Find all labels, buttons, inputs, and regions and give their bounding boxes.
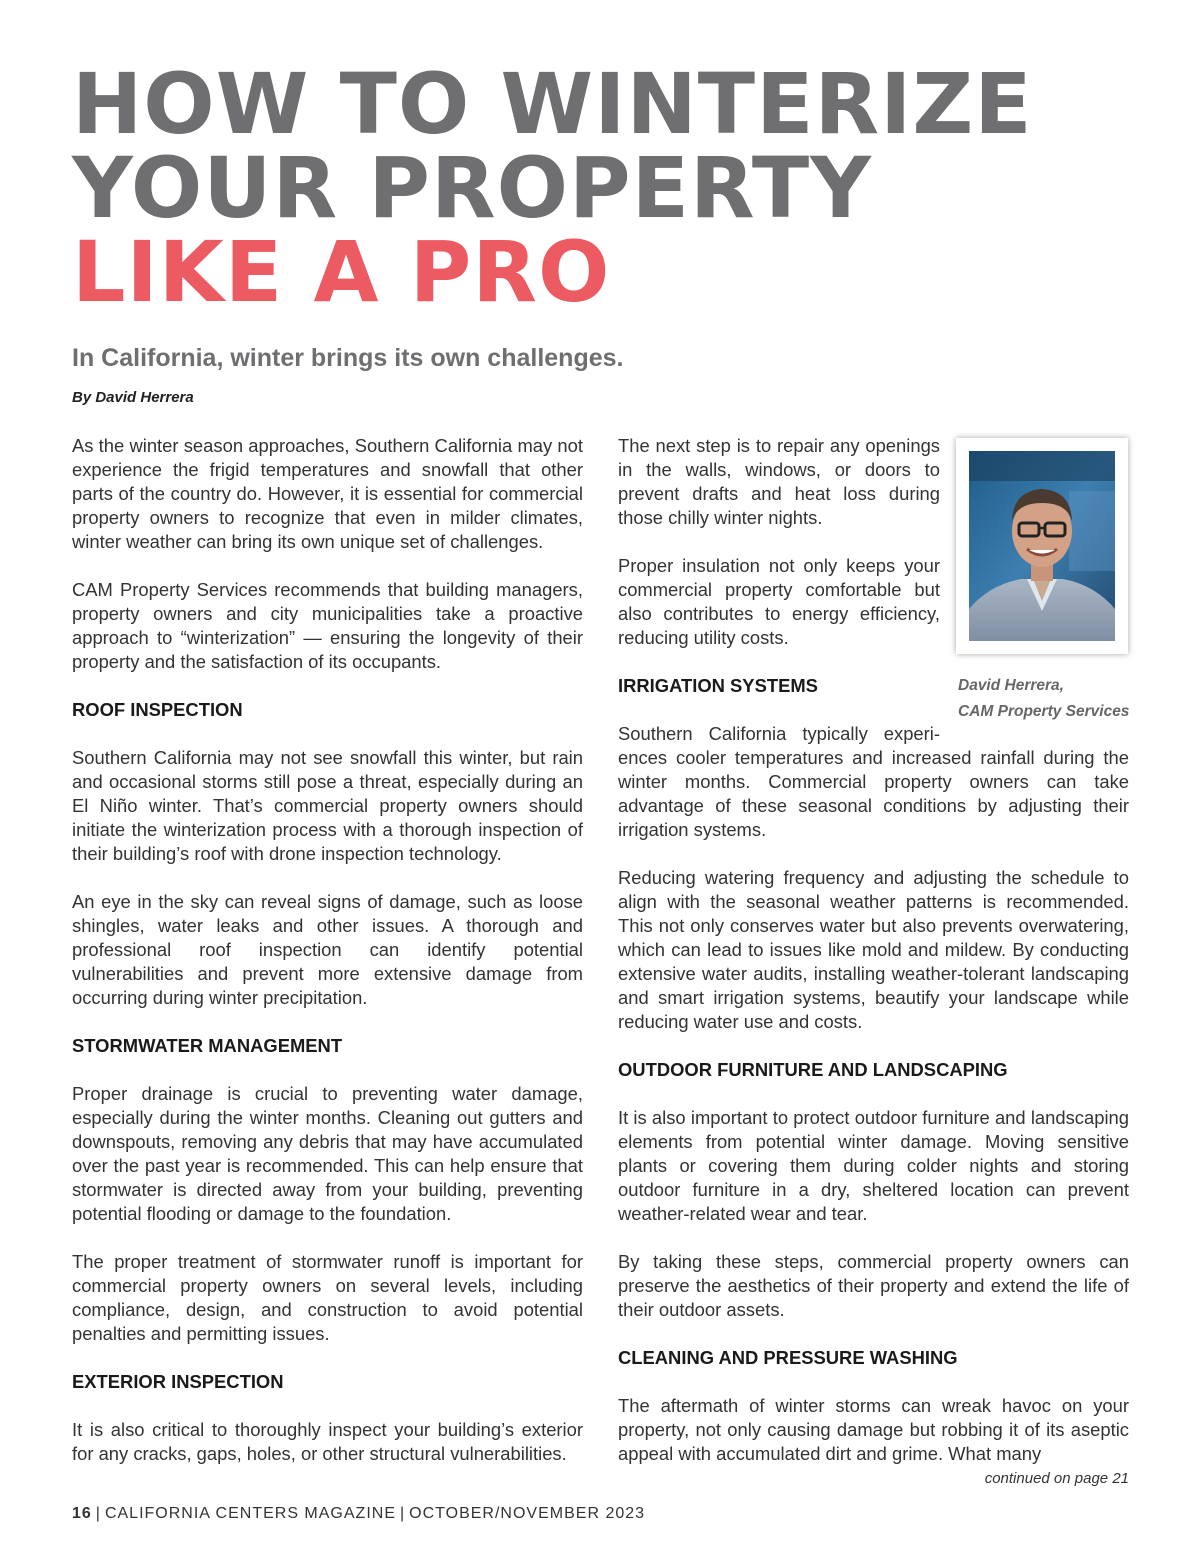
author-portrait-image <box>969 451 1115 641</box>
roof-paragraph-1: Southern California may not see snowfall this winter, but rain and occasional storms still pose a threat, especially during an El Niño winter. That’s commercial property owners should initiate the winterization process with a thorough inspection of their building’s roof with drone inspection technology. <box>72 747 583 864</box>
outdoor-paragraph-1: It is also important to protect outdoor furniture and landscaping elements from potential winter damage. Moving sensitive plants or covering them during colder nights and storing outdoor furniture in a dry, sheltered location can prevent weather-related wear and tear. <box>618 1107 1129 1224</box>
article-headline <box>72 55 1033 321</box>
page-number: 16 <box>72 1505 92 1522</box>
left-column <box>72 434 583 1490</box>
page-footer <box>72 1505 645 1523</box>
insulation-paragraph: Proper insulation not only keeps your commercial property comfortable but also contributes to energy efficiency, reducing utility costs. <box>618 555 940 648</box>
caption-name: David Herrera, <box>958 677 1064 694</box>
roof-inspection-heading: ROOF INSPECTION <box>72 699 243 720</box>
headline-line-1: HOW TO WINTERIZE <box>72 55 1033 153</box>
headline-line-2: YOUR PROPERTY <box>72 139 873 237</box>
stormwater-paragraph-1: Proper drainage is crucial to preventing water damage, especially during the winter months. Cleaning out gutters and downspouts, removing any debris that may have accumulated over the past year is recommended. This can help ensure that stormwater is directed away from your building, preventing potential flooding or damage to the foundation. <box>72 1083 583 1224</box>
continued-note: continued on page 21 <box>984 1470 1129 1487</box>
irrigation-heading: IRRIGATION SYSTEMS <box>618 675 818 696</box>
outdoor-paragraph-2: By taking these steps, commercial property owners can preserve the aesthetics of their property and extend the life of their outdoor assets. <box>618 1251 1129 1320</box>
roof-paragraph-2: An eye in the sky can reveal signs of damage, such as loose shingles, water leaks and other issues. A thorough and professional roof inspection can identify potential vulnerabilities and prevent more extensive damage from occurring during winter precipitation. <box>72 891 583 1008</box>
cleaning-heading: CLEANING AND PRESSURE WASHING <box>618 1347 958 1368</box>
footer-separator: | <box>400 1505 406 1522</box>
openings-paragraph: The next step is to repair any openings in the walls, windows, or doors to prevent drafts and heat loss during those chilly winter nights. <box>618 435 940 528</box>
irrigation-paragraph-1 <box>618 722 1129 842</box>
exterior-paragraph-1: It is also critical to thoroughly inspect your building’s exterior for any cracks, gaps, holes, or other structural vulnerabilities. <box>72 1419 583 1464</box>
byline: By David Herrera <box>72 389 194 406</box>
irrigation-paragraph-1-lead: Southern California typically experi- <box>618 723 940 744</box>
issue-date: OCTOBER/NOVEMBER 2023 <box>409 1505 646 1522</box>
irrigation-paragraph-1-rest: ences cooler temperatures and increased rainfall during the winter months. Commercial property owners can take advantage of these seasonal conditions by adjusting their irrigation systems. <box>618 747 1129 840</box>
stormwater-paragraph-2: The proper treatment of stormwater runoff is important for commercial property owners on several levels, including compliance, design, and construction to avoid potential penalties and permitting issues. <box>72 1251 583 1344</box>
intro-paragraph-1: As the winter season approaches, Southern California may not experience the frigid temperatures and snowfall that other parts of the country do. However, it is essential for commercial property owners to recognize that even in milder climates, winter weather can bring its own unique set of challenges. <box>72 435 583 552</box>
photo-caption <box>958 673 1129 725</box>
intro-paragraph-2: CAM Property Services recommends that building managers, property owners and city municipalities take a proactive approach to “winterization” — ensuring the longevity of their property and the satisfaction of its occupants. <box>72 579 583 672</box>
author-photo <box>956 438 1128 654</box>
irrigation-paragraph-2: Reducing watering frequency and adjusting the schedule to align with the seasonal weather patterns is recommended. This not only conserves water but also prevents overwatering, which can lead to issues like mold and mildew. By conducting extensive water audits, installing weather-tolerant landscaping and smart irrigation systems, beautify your landscape while reducing water use and costs. <box>618 867 1129 1032</box>
footer-separator: | <box>95 1505 101 1522</box>
exterior-inspection-heading: EXTERIOR INSPECTION <box>72 1371 284 1392</box>
cleaning-paragraph-1: The aftermath of winter storms can wreak havoc on your property, not only causing damage but robbing it of its aseptic appeal with accumulated dirt and grime. What many <box>618 1395 1129 1464</box>
article-subtitle: In California, winter brings its own challenges. <box>72 344 624 372</box>
stormwater-heading: STORMWATER MANAGEMENT <box>72 1035 343 1056</box>
caption-organization: CAM Property Services <box>958 703 1130 720</box>
outdoor-furniture-heading: OUTDOOR FURNITURE AND LANDSCAPING <box>618 1059 1008 1080</box>
headline-line-3: LIKE A PRO <box>72 223 611 321</box>
magazine-name: CALIFORNIA CENTERS MAGAZINE <box>104 1505 396 1522</box>
